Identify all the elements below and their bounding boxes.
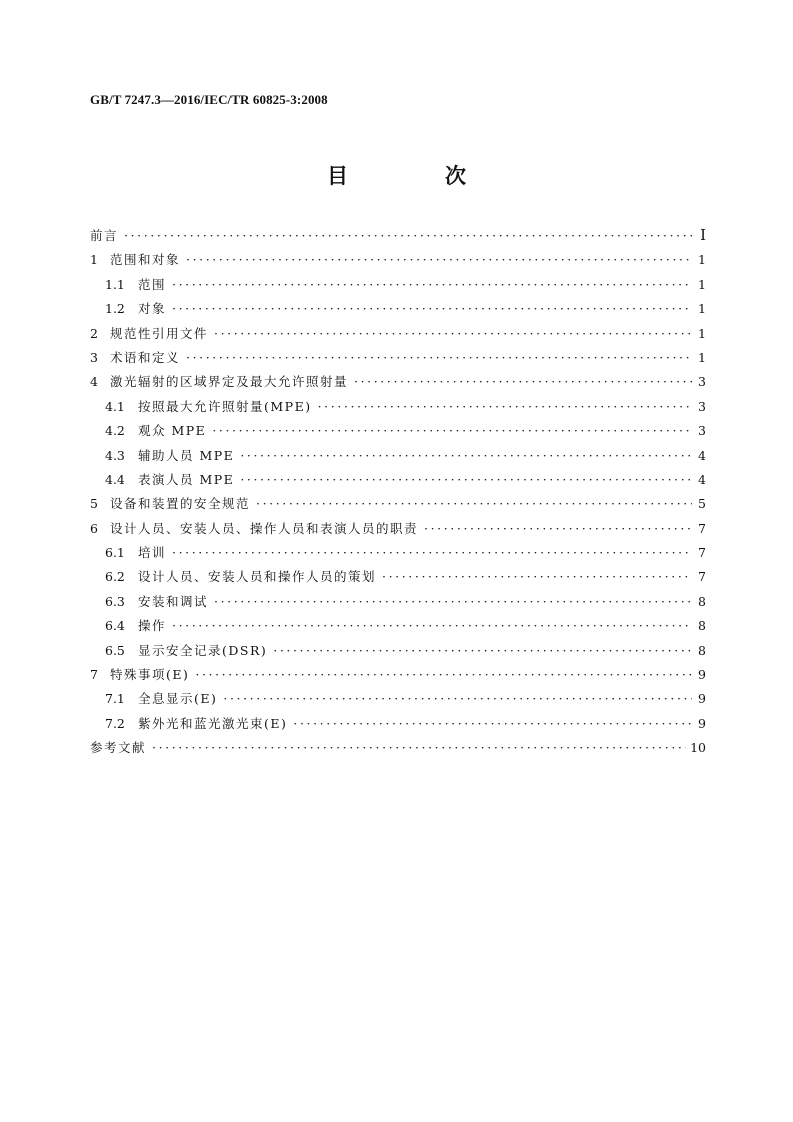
toc-entry-2[interactable] <box>90 322 706 346</box>
toc-entry-label: 安装和调试 <box>138 593 209 609</box>
toc-leader-dots <box>214 322 692 346</box>
toc-entry-label: 按照最大允许照射量(MPE) <box>138 398 312 414</box>
toc-entry-6-2[interactable] <box>90 565 706 589</box>
toc-entry-page: 4 <box>698 447 706 463</box>
toc-entry-page: 10 <box>690 740 706 756</box>
toc-leader-dots <box>195 663 692 687</box>
toc-entry-label: 特殊事项(E) <box>110 667 190 683</box>
toc-entry-label: 参考文献 <box>90 740 147 756</box>
toc-leader-dots <box>223 687 692 711</box>
toc-entry-number: 1 <box>90 252 98 268</box>
toc-leader-dots <box>256 492 692 516</box>
toc-entry-label: 设计人员、安装人员、操作人员和表演人员的职责 <box>110 520 419 536</box>
toc-leader-dots <box>382 565 692 589</box>
toc-entry-number: 2 <box>90 325 98 341</box>
toc-entry-number: 4 <box>90 374 98 390</box>
toc-entry-page: 1 <box>698 349 706 365</box>
toc-entry-label: 辅助人员 MPE <box>138 447 235 463</box>
toc-leader-dots <box>186 248 692 272</box>
toc-leader-dots <box>152 736 686 760</box>
toc-entry-1[interactable] <box>90 248 706 272</box>
toc-entry-6-5[interactable] <box>90 639 706 663</box>
toc-entry-label: 范围和对象 <box>110 252 181 268</box>
toc-entry-4-4[interactable] <box>90 468 706 492</box>
toc-entry-label: 激光辐射的区域界定及最大允许照射量 <box>110 374 349 390</box>
toc-entry-page: 4 <box>698 471 706 487</box>
toc-entry-label: 设计人员、安装人员和操作人员的策划 <box>138 569 377 585</box>
toc-entry-5[interactable] <box>90 492 706 516</box>
toc-entry-label: 术语和定义 <box>110 349 181 365</box>
toc-leader-dots <box>293 712 692 736</box>
toc-entry-6-4[interactable] <box>90 614 706 638</box>
toc-entry-6-3[interactable] <box>90 590 706 614</box>
toc-entry-number: 6 <box>90 520 98 536</box>
toc-entry-number: 7.1 <box>105 691 125 707</box>
toc-entry-page: 5 <box>698 496 706 512</box>
toc-entry-4-2[interactable] <box>90 419 706 443</box>
toc-leader-dots <box>240 444 692 468</box>
toc-entry-label: 紫外光和蓝光激光束(E) <box>138 715 288 731</box>
toc-entry-number: 6.1 <box>105 545 125 561</box>
toc-entry-label: 表演人员 MPE <box>138 471 235 487</box>
toc-entry-page: Ⅰ <box>700 228 706 244</box>
toc-entry-number: 4.2 <box>105 423 125 439</box>
toc-entry-number: 7 <box>90 667 98 683</box>
toc-leader-dots <box>273 639 692 663</box>
toc-entry-7-2[interactable] <box>90 712 706 736</box>
toc-entry-number: 1.1 <box>105 276 125 292</box>
toc-entry-number: 4.3 <box>105 447 125 463</box>
toc-entry-7[interactable] <box>90 663 706 687</box>
toc-entry-page: 1 <box>698 325 706 341</box>
toc-entry-label: 对象 <box>138 301 167 317</box>
toc-entry-page: 7 <box>698 569 706 585</box>
toc-leader-dots <box>424 517 692 541</box>
toc-entry-page: 9 <box>698 715 706 731</box>
toc-entry-number: 5 <box>90 496 98 512</box>
table-of-contents <box>90 224 706 761</box>
toc-entry-label: 操作 <box>138 618 167 634</box>
toc-entry-page: 3 <box>698 423 706 439</box>
toc-entry-foreword[interactable] <box>90 224 706 248</box>
toc-entry-label: 前言 <box>90 228 119 243</box>
standard-code-header: GB/T 7247.3—2016/IEC/TR 60825-3:2008 <box>90 92 328 107</box>
toc-leader-dots <box>172 297 692 321</box>
toc-entry-page: 9 <box>698 667 706 683</box>
toc-entry-page: 8 <box>698 642 706 658</box>
toc-entry-page: 3 <box>698 398 706 414</box>
toc-entry-label: 范围 <box>138 276 167 292</box>
toc-entry-number: 4.1 <box>105 398 125 414</box>
toc-entry-label: 设备和装置的安全规范 <box>110 496 251 512</box>
toc-leader-dots <box>124 224 692 248</box>
toc-leader-dots <box>240 468 692 492</box>
toc-entry-number: 1.2 <box>105 301 125 317</box>
toc-entry-number: 6.4 <box>105 618 125 634</box>
toc-leader-dots <box>212 419 692 443</box>
toc-entry-page: 1 <box>698 252 706 268</box>
toc-leader-dots <box>172 614 692 638</box>
toc-entry-page: 8 <box>698 593 706 609</box>
toc-entry-number: 7.2 <box>105 715 125 731</box>
toc-entry-4-3[interactable] <box>90 444 706 468</box>
toc-entry-label: 观众 MPE <box>138 423 207 439</box>
toc-title: 目 次 <box>327 164 504 188</box>
toc-entry-page: 3 <box>698 374 706 390</box>
toc-entry-page: 7 <box>698 520 706 536</box>
toc-entry-number: 6.2 <box>105 569 125 585</box>
toc-entry-3[interactable] <box>90 346 706 370</box>
toc-entry-label: 规范性引用文件 <box>110 325 209 341</box>
toc-entry-1-2[interactable] <box>90 297 706 321</box>
toc-entry-number: 6.3 <box>105 593 125 609</box>
toc-entry-number: 4.4 <box>105 471 125 487</box>
toc-leader-dots <box>186 346 692 370</box>
toc-entry-references[interactable] <box>90 736 706 760</box>
toc-entry-label: 显示安全记录(DSR) <box>138 642 268 658</box>
toc-entry-number: 3 <box>90 349 98 365</box>
toc-entry-7-1[interactable] <box>90 687 706 711</box>
toc-entry-6-1[interactable] <box>90 541 706 565</box>
toc-leader-dots <box>318 395 692 419</box>
toc-entry-label: 培训 <box>138 545 167 561</box>
toc-entry-1-1[interactable] <box>90 273 706 297</box>
toc-entry-page: 7 <box>698 545 706 561</box>
toc-entry-page: 1 <box>698 276 706 292</box>
toc-leader-dots <box>214 590 692 614</box>
toc-entry-page: 1 <box>698 301 706 317</box>
toc-leader-dots <box>172 273 692 297</box>
toc-entry-4[interactable] <box>90 370 706 394</box>
toc-entry-4-1[interactable] <box>90 395 706 419</box>
toc-entry-page: 8 <box>698 618 706 634</box>
toc-entry-6[interactable] <box>90 517 706 541</box>
toc-leader-dots <box>354 370 692 394</box>
toc-entry-page: 9 <box>698 691 706 707</box>
toc-leader-dots <box>172 541 692 565</box>
toc-entry-label: 全息显示(E) <box>138 691 218 707</box>
toc-entry-number: 6.5 <box>105 642 125 658</box>
